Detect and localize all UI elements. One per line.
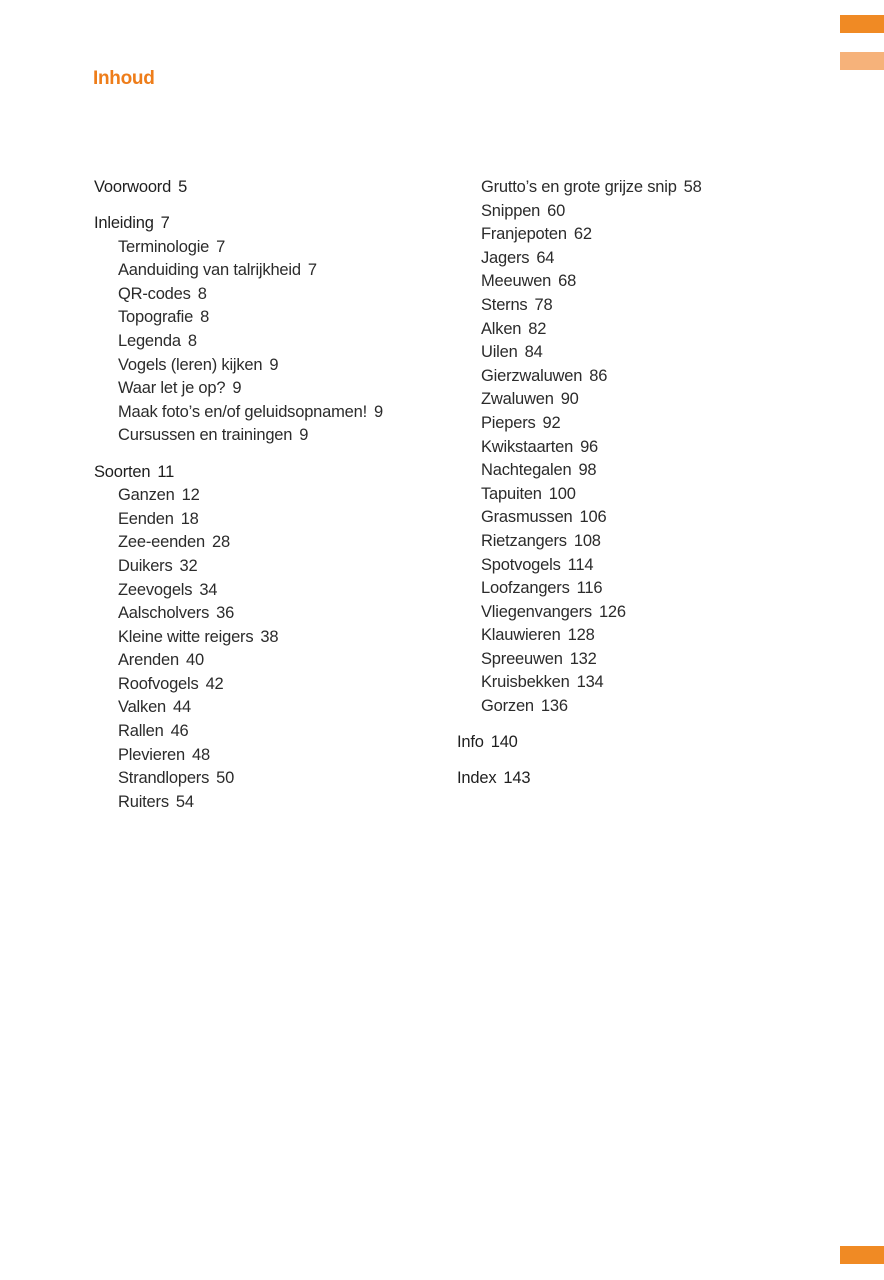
toc-chapter-inleiding[interactable] [94,212,383,236]
toc-entry-label: Valken [118,698,167,717]
toc-entry-tapuiten[interactable] [457,483,702,507]
toc-entry-label: Uilen [481,343,518,362]
toc-entry-label: Roofvogels [118,674,199,693]
toc-page-number: 100 [548,484,576,503]
toc-entry-label: Ruiters [118,792,169,811]
toc-entry-label: Gierzwaluwen [481,366,583,385]
toc-entry-topografie[interactable] [94,306,383,330]
toc-entry-spotvogels[interactable] [457,554,702,578]
toc-entry-meeuwen[interactable] [457,270,702,294]
toc-entry-qr-codes[interactable] [94,283,383,307]
toc-entry-label: Rietzangers [481,531,567,550]
toc-entry-label: Snippen [481,201,541,220]
toc-column-right [457,176,702,791]
toc-entry-label: Duikers [118,556,173,575]
toc-entry-label: Zwaluwen [481,390,554,409]
toc-entry-label: Nachtegalen [481,461,572,480]
toc-page-number: 7 [216,237,226,256]
toc-page-number: 8 [187,332,197,351]
toc-entry-label: Grasmussen [481,508,573,527]
toc-entry-legenda[interactable] [94,330,383,354]
toc-entry-label: Rallen [118,722,164,741]
toc-entry-label: Tapuiten [481,484,542,503]
toc-page-number: 82 [528,319,547,338]
toc-entry-gierzwaluwen[interactable] [457,365,702,389]
toc-entry-piepers[interactable] [457,412,702,436]
toc-entry-vliegenvangers[interactable] [457,601,702,625]
toc-entry-sterns[interactable] [457,294,702,318]
toc-page-number: 50 [216,769,235,788]
toc-chapter-voorwoord[interactable] [94,176,383,200]
toc-entry-label: Voorwoord [94,178,172,196]
toc-page-number: 5 [178,178,188,196]
toc-entry-label: Waar let je op? [118,379,226,398]
toc-page-number: 9 [269,355,279,374]
toc-entry-vogels-leren-kijken[interactable] [94,354,383,378]
toc-entry-terminologie[interactable] [94,236,383,260]
toc-entry-label: Sterns [481,295,528,314]
toc-entry-label: Aalscholvers [118,604,210,623]
toc-entry-label: Topografie [118,308,194,327]
toc-entry-uilen[interactable] [457,341,702,365]
toc-entry-label: Zee-eenden [118,533,205,552]
toc-entry-plevieren[interactable] [94,744,383,768]
toc-page-number: 9 [299,426,309,445]
toc-entry-label: Klauwieren [481,626,561,645]
toc-entry-label: Inleiding [94,214,154,233]
toc-entry-label: Alken [481,319,522,338]
toc-entry-alken[interactable] [457,318,702,342]
edge-tab-marker [840,15,884,33]
toc-entry-rallen[interactable] [94,720,383,744]
toc-entry-label: Zeevogels [118,580,193,599]
toc-entry-label: Plevieren [118,745,185,764]
toc-page-number: 140 [490,733,518,752]
toc-page-number: 32 [179,556,198,575]
toc-entry-gorzen[interactable] [457,695,702,719]
toc-entry-strandlopers[interactable] [94,767,383,791]
toc-page-number: 54 [175,792,194,811]
edge-tab-marker-light [840,52,884,70]
toc-page-number: 48 [192,745,210,764]
toc-page-number: 114 [567,555,594,574]
toc-entry-label: Grutto’s en grote grijze snip [481,178,677,196]
toc-entry-valken[interactable] [94,696,383,720]
toc-entry-label: QR-codes [118,284,191,303]
toc-entry-kwikstaarten[interactable] [457,436,702,460]
toc-page-number: 8 [200,308,210,327]
toc-entry-grasmussen[interactable] [457,506,702,530]
toc-entry-label: Loofzangers [481,579,570,598]
toc-entry-label: Spotvogels [481,555,561,574]
toc-entry-label: Franjepoten [481,225,567,244]
toc-entry-label: Meeuwen [481,272,552,291]
toc-entry-label: Strandlopers [118,769,210,788]
toc-entry-franjepoten[interactable] [457,223,702,247]
toc-page-number: 34 [199,580,218,599]
toc-entry-zeevogels[interactable] [94,579,383,603]
toc-entry-ganzen[interactable] [94,484,383,508]
toc-page-number: 84 [524,343,543,362]
toc-entry-label: Eenden [118,509,174,528]
toc-page-number: 44 [173,698,191,717]
toc-page-number: 42 [205,674,224,693]
toc-page-number: 18 [180,509,199,528]
toc-entry-label: Piepers [481,413,536,432]
toc-entry-rietzangers[interactable] [457,530,702,554]
toc-entry-grutto-s-en-grote-grijze-snip[interactable] [457,176,702,200]
toc-entry-label: Soorten [94,462,151,481]
toc-entry-label: Vogels (leren) kijken [118,355,263,374]
toc-page-number: 38 [260,627,279,646]
toc-page-number: 58 [683,178,702,196]
toc-chapter-info[interactable] [457,731,702,755]
toc-page-number: 7 [307,261,317,280]
toc-page-number: 98 [578,461,597,480]
page-title: Inhoud [93,68,155,89]
toc-page-number: 68 [558,272,577,291]
edge-tab-marker-bottom [840,1246,884,1264]
toc-page-number: 78 [534,295,553,314]
toc-entry-label: Kwikstaarten [481,437,574,456]
toc-page-number: 134 [576,673,604,692]
toc-page-number: 126 [598,602,626,621]
toc-entry-label: Gorzen [481,697,534,716]
toc-entry-snippen[interactable] [457,200,702,224]
toc-page-number: 9 [232,379,242,398]
toc-entry-label: Spreeuwen [481,649,563,668]
toc-page-number: 12 [181,486,200,505]
toc-page-number: 46 [170,722,189,741]
toc-page-number: 92 [542,413,561,432]
toc-entry-duikers[interactable] [94,555,383,579]
toc-entry-maak-foto-s-en-of-geluidsopnamen[interactable] [94,401,383,425]
toc-page-number: 64 [536,248,555,267]
toc-entry-label: Jagers [481,248,530,267]
toc-page-number: 132 [569,649,597,668]
toc-page-number: 40 [185,651,204,670]
toc-page-number: 28 [212,533,230,552]
toc-page-number: 96 [580,437,599,456]
toc-page-number: 86 [589,366,608,385]
toc-entry-label: Info [457,733,484,752]
toc-entry-kruisbekken[interactable] [457,671,702,695]
toc-page-number: 9 [374,402,383,421]
toc-page-number: 11 [157,462,175,481]
toc-page-number: 7 [160,214,170,233]
toc-entry-eenden[interactable] [94,508,383,532]
toc-entry-label: Legenda [118,332,181,351]
toc-entry-label: Kruisbekken [481,673,570,692]
toc-entry-roofvogels[interactable] [94,673,383,697]
toc-entry-aalscholvers[interactable] [94,602,383,626]
toc-entry-label: Aanduiding van talrijkheid [118,261,301,280]
toc-column-left [94,176,383,814]
toc-entry-label: Terminologie [118,237,210,256]
toc-entry-label: Kleine witte reigers [118,627,254,646]
toc-page-number: 106 [579,508,607,527]
toc-entry-aanduiding-van-talrijkheid[interactable] [94,259,383,283]
toc-entry-klauwieren[interactable] [457,624,702,648]
toc-entry-loofzangers[interactable] [457,577,702,601]
toc-entry-arenden[interactable] [94,649,383,673]
toc-entry-jagers[interactable] [457,247,702,271]
toc-entry-kleine-witte-reigers[interactable] [94,626,383,650]
toc-entry-spreeuwen[interactable] [457,648,702,672]
toc-page-number: 62 [573,225,592,244]
toc-entry-zee-eenden[interactable] [94,531,383,555]
toc-page-number: 90 [560,390,579,409]
toc-page-number: 8 [197,284,207,303]
toc-page-number: 108 [573,531,601,550]
toc-chapter-index[interactable] [457,767,702,791]
toc-entry-label: Ganzen [118,486,175,505]
toc-entry-label: Arenden [118,651,179,670]
toc-entry-label: Cursussen en trainingen [118,426,293,445]
toc-entry-label: Index [457,769,497,788]
toc-page-number: 128 [567,626,595,645]
toc-page-number: 136 [540,697,568,716]
toc-entry-zwaluwen[interactable] [457,388,702,412]
toc-entry-ruiters[interactable] [94,791,383,815]
toc-entry-label: Vliegenvangers [481,602,592,621]
toc-page-number: 36 [216,604,235,623]
toc-entry-cursussen-en-trainingen[interactable] [94,424,383,448]
toc-chapter-soorten[interactable] [94,461,383,485]
toc-page-number: 143 [503,769,531,788]
toc-page-number: 60 [547,201,566,220]
toc-entry-label: Maak foto’s en/of geluidsopnamen! [118,402,368,421]
toc-page-number: 116 [576,579,603,598]
toc-entry-nachtegalen[interactable] [457,459,702,483]
toc-entry-waar-let-je-op[interactable] [94,377,383,401]
